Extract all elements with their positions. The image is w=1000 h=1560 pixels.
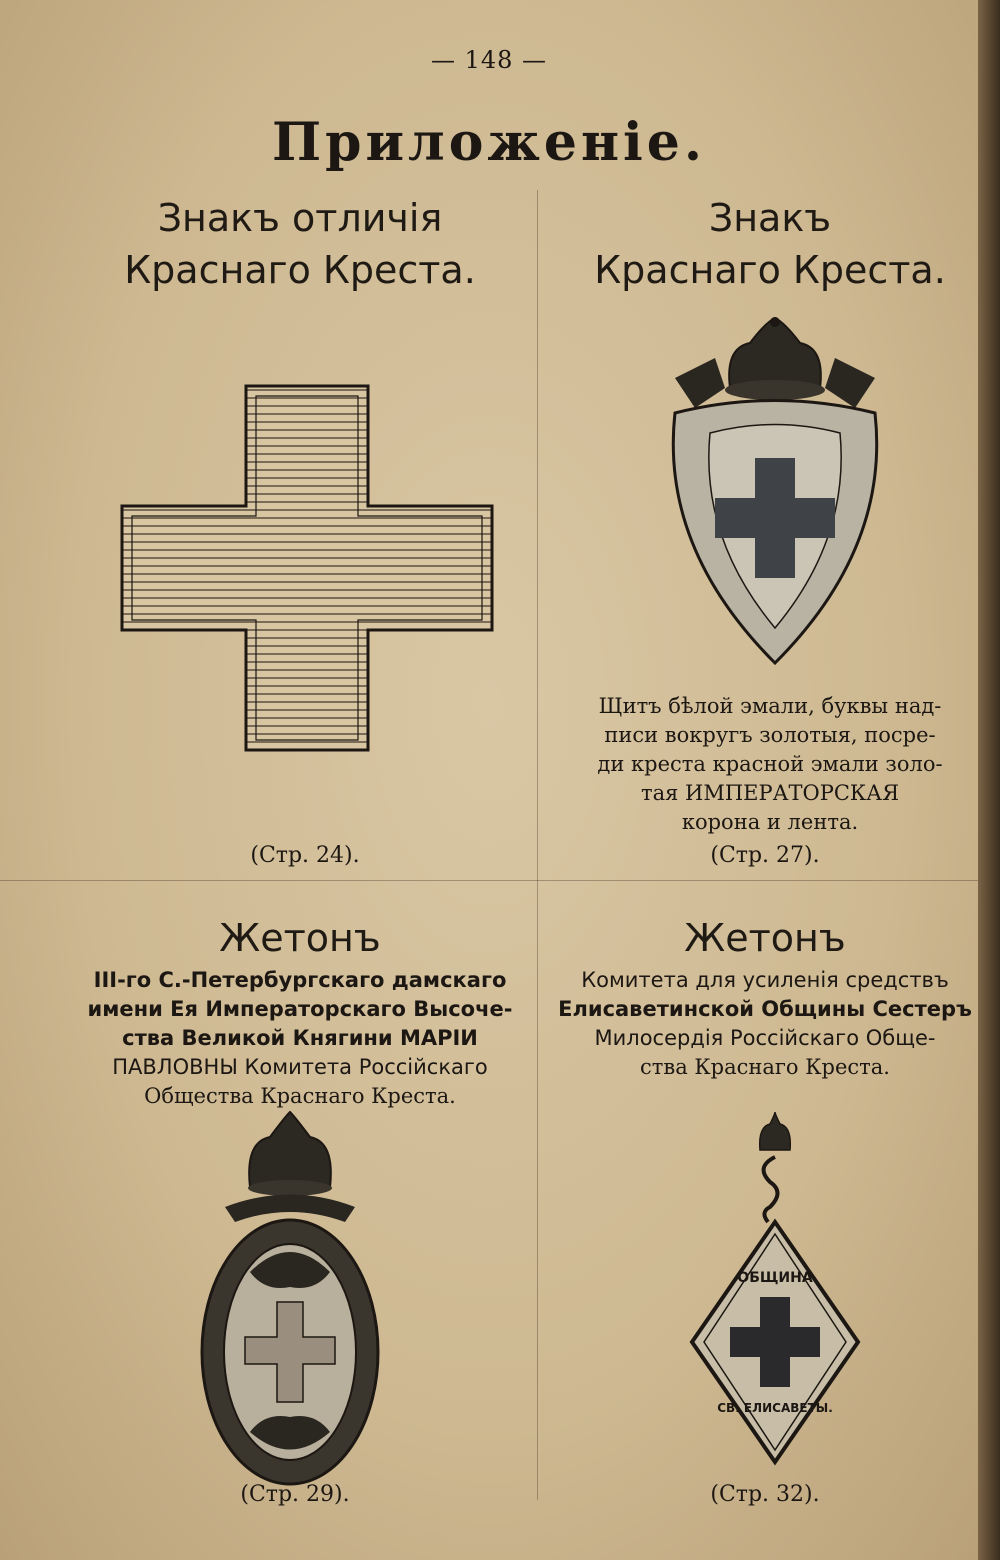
section-1-heading-line-2: Краснаго Креста.: [124, 248, 476, 292]
section-3-reference: (Стр. 29).: [240, 1482, 350, 1507]
section-4-caption: [555, 966, 975, 1082]
section-3-caption-line-1: III-го С.-Петербургскаго дамскаго: [93, 968, 507, 992]
section-2-description-line-1: Щитъ бѣлой эмали, буквы над-: [598, 694, 942, 718]
section-2-heading-line-1: Знакъ: [708, 196, 832, 240]
page-number: — 148 —: [430, 46, 548, 74]
section-1-reference: (Стр. 24).: [250, 843, 360, 868]
section-2-description-line-5: корона и лента.: [681, 810, 859, 834]
section-4-caption-line-3: Милосердiя Россiйскаго Обще-: [594, 1026, 936, 1050]
section-4-caption-line-1: Комитета для усиленiя средствъ: [581, 968, 949, 992]
section-1-heading: [80, 192, 520, 296]
red-cross-sign-illustration: [122, 386, 492, 750]
red-cross-shield-badge-illustration: [655, 318, 895, 668]
row-divider: [0, 880, 978, 881]
section-3-caption-line-4: ПАВЛОВНЫ Комитета Россiйскаго: [112, 1055, 488, 1079]
book-binding-edge: [978, 0, 1000, 1560]
elisavetinsky-badge-illustration: [690, 1112, 860, 1492]
section-3-caption-line-5: Общества Краснаго Креста.: [144, 1084, 456, 1108]
section-3-caption-line-3: ства Великой Княгини МАРIИ: [122, 1026, 478, 1050]
section-3-caption-line-2: имени Ея Императорскаго Высоче-: [87, 997, 513, 1021]
section-3-caption: [70, 966, 530, 1111]
page-title: Приложенiе.: [272, 112, 706, 173]
section-3-heading: Жетонъ: [219, 916, 381, 960]
section-4-heading: Жетонъ: [684, 916, 846, 960]
section-2-heading-line-2: Краснаго Креста.: [594, 248, 946, 292]
section-4-caption-line-4: ства Краснаго Креста.: [640, 1055, 890, 1079]
section-4-badge-top-text: ОБЩИНА: [737, 1270, 813, 1286]
section-1-heading-line-1: Знакъ отличiя: [157, 196, 443, 240]
section-2-description-line-4: тая ИМПЕРАТОРСКАЯ: [640, 781, 900, 805]
column-divider: [537, 190, 538, 1500]
section-2-description-line-2: писи вокругъ золотыя, посре-: [604, 723, 936, 747]
section-4-badge-bottom-text: СВ. ЕЛИСАВЕТЫ.: [717, 1401, 833, 1415]
section-2-reference: (Стр. 27).: [710, 843, 820, 868]
section-2-heading: [560, 192, 980, 296]
mariinsky-badge-illustration: [195, 1112, 385, 1482]
section-2-description-line-3: ди креста красной эмали золо-: [597, 752, 943, 776]
section-4-caption-line-2: Елисаветинской Общины Сестеръ: [558, 997, 972, 1021]
section-4-reference: (Стр. 32).: [710, 1482, 820, 1507]
section-2-description: [560, 692, 980, 837]
